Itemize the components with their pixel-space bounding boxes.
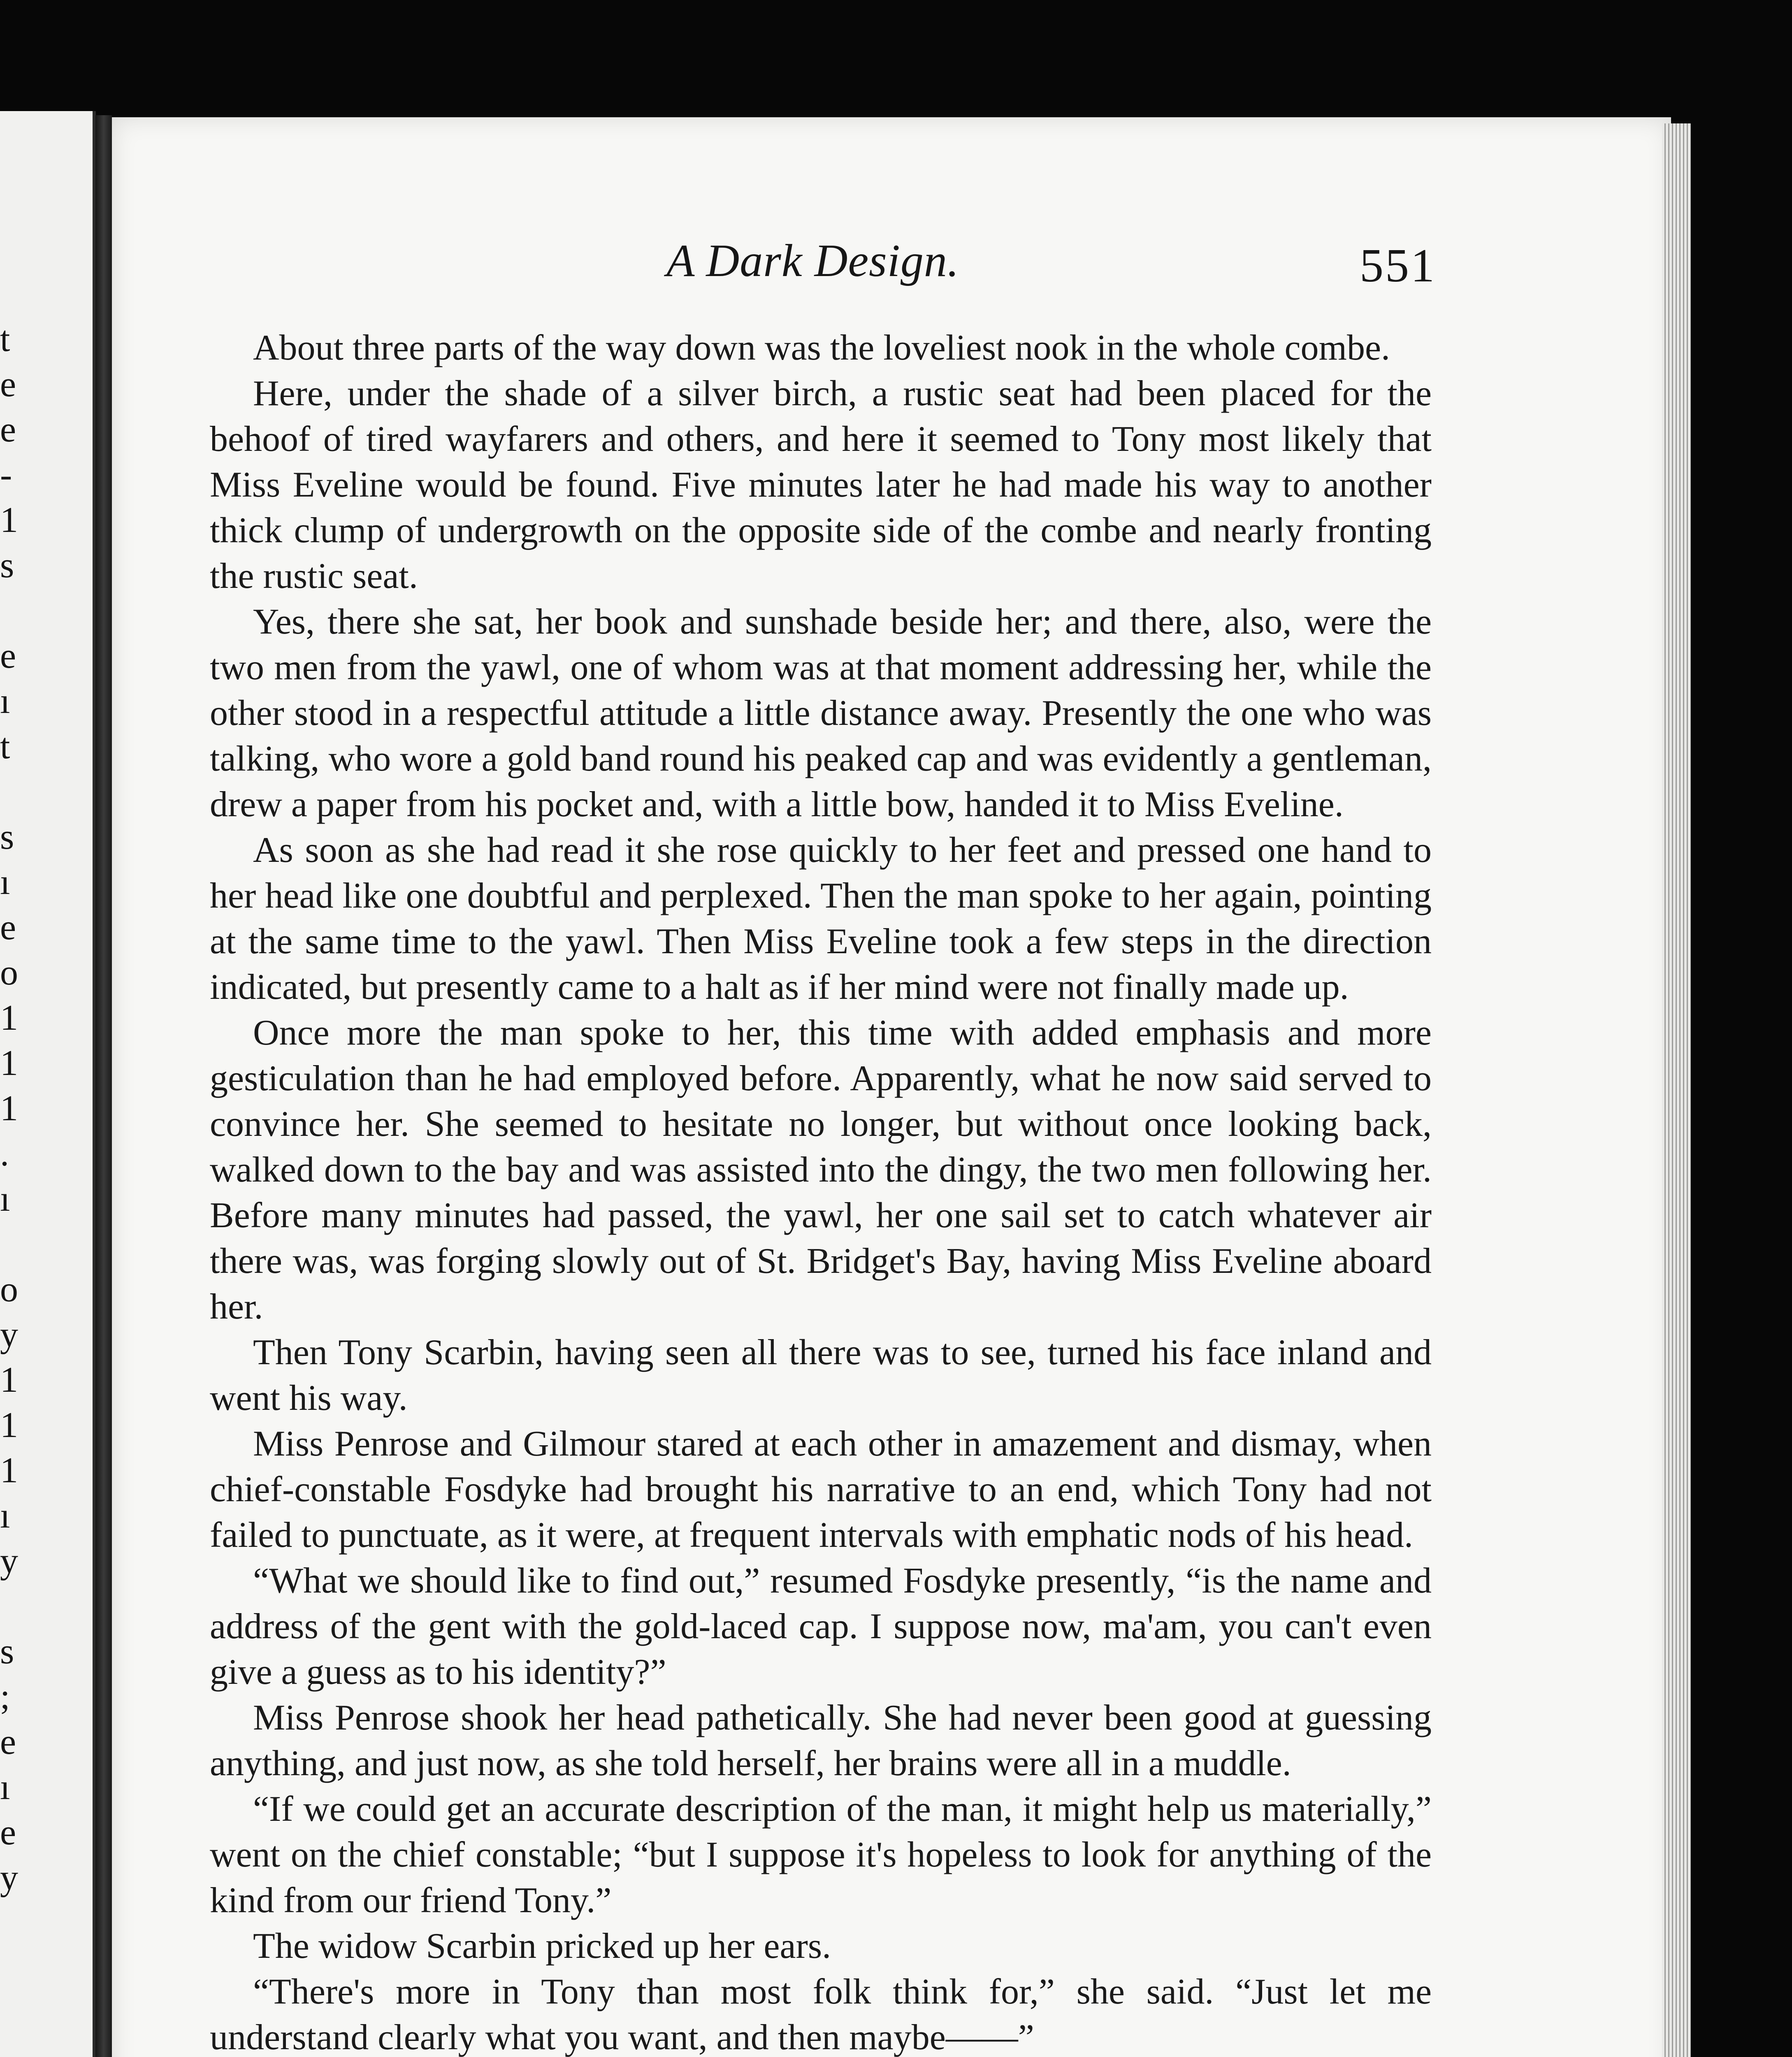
paragraph: Yes, there she sat, her book and sunshade beside her; and there, also, were the two men from the yawl, one of whom was at that moment addressing her, while the other stood in a respectful attitude a little distance away. Presently the one who was talking, who wore a gold band round his peaked cap and was evidently a gentleman, drew a paper from his pocket and, with a little bow, handed it to Miss Eveline.: [210, 602, 1432, 824]
paragraph: Then Tony Scarbin, having seen all there was to see, turned his face inland and went his way.: [210, 1333, 1432, 1418]
paragraph: Miss Penrose and Gilmour stared at each other in amazement and dismay, when chief-constable Fosdyke had brought his narrative to an end, which Tony had not failed to punctuate, as it were, at frequent intervals with emphatic nods of his head.: [210, 1424, 1432, 1555]
left-page-edge: [0, 111, 96, 2057]
paragraph: The widow Scarbin pricked up her ears.: [253, 1926, 831, 1966]
page-stack-edges: [1662, 123, 1691, 2057]
body-text: [210, 325, 1432, 2057]
running-head: A Dark Design.: [666, 235, 959, 286]
paragraph: “If we could get an accurate description of the man, it might help us materially,” went on the chief constable; “but I suppose it's hopeless to look for anything of the kind from our friend Tony.”: [210, 1789, 1432, 1920]
left-page-edge-letters: t e e - 1 s e ı t s ı e o 1 1 1 . ı o y 1 1 1 ı y s ; e ı e y: [0, 319, 18, 1898]
paragraph: “What we should like to find out,” resumed Fosdyke presently, “is the name and address of the gent with the gold-laced cap. I suppose now, ma'am, you can't even give a guess as to his identity?”: [210, 1561, 1432, 1692]
paragraph: Here, under the shade of a silver birch, a rustic seat had been placed for the behoof of tired wayfarers and others, and here it seemed to Tony most likely that Miss Eveline would be found. Five minutes later he had made his way to another thick clump of undergrowth on the opposite side of the combe and nearly fronting the rustic seat.: [210, 374, 1432, 596]
paragraph: “There's more in Tony than most folk think for,” she said. “Just let me understand clearly what you want, and then maybe——”: [210, 1972, 1432, 2057]
paragraph: Once more the man spoke to her, this time with added emphasis and more gesticulation than he had employed before. Apparently, what he now said served to convince her. She seemed to hesitate no longer, but without once looking back, walked down to the bay and was assisted into the dingy, the two men following her. Before many minutes had passed, the yawl, her one sail set to catch whatever air there was, was forging slowly out of St. Bridget's Bay, having Miss Eveline aboard her.: [210, 1013, 1432, 1327]
paragraph: Miss Penrose shook her head pathetically. She had never been good at guessing anything, and just now, as she told herself, her brains were all in a muddle.: [210, 1698, 1432, 1783]
paragraph: About three parts of the way down was the loveliest nook in the whole combe.: [253, 328, 1390, 368]
page-number: 551: [1360, 239, 1436, 292]
book-gutter: [95, 115, 112, 2057]
paragraph: As soon as she had read it she rose quickly to her feet and pressed one hand to her head like one doubtful and perplexed. Then the man spoke to her again, pointing at the same time to the yawl. Then Miss Eveline took a few steps in the direction indicated, but presently came to a halt as if her mind were not finally made up.: [210, 830, 1432, 1007]
